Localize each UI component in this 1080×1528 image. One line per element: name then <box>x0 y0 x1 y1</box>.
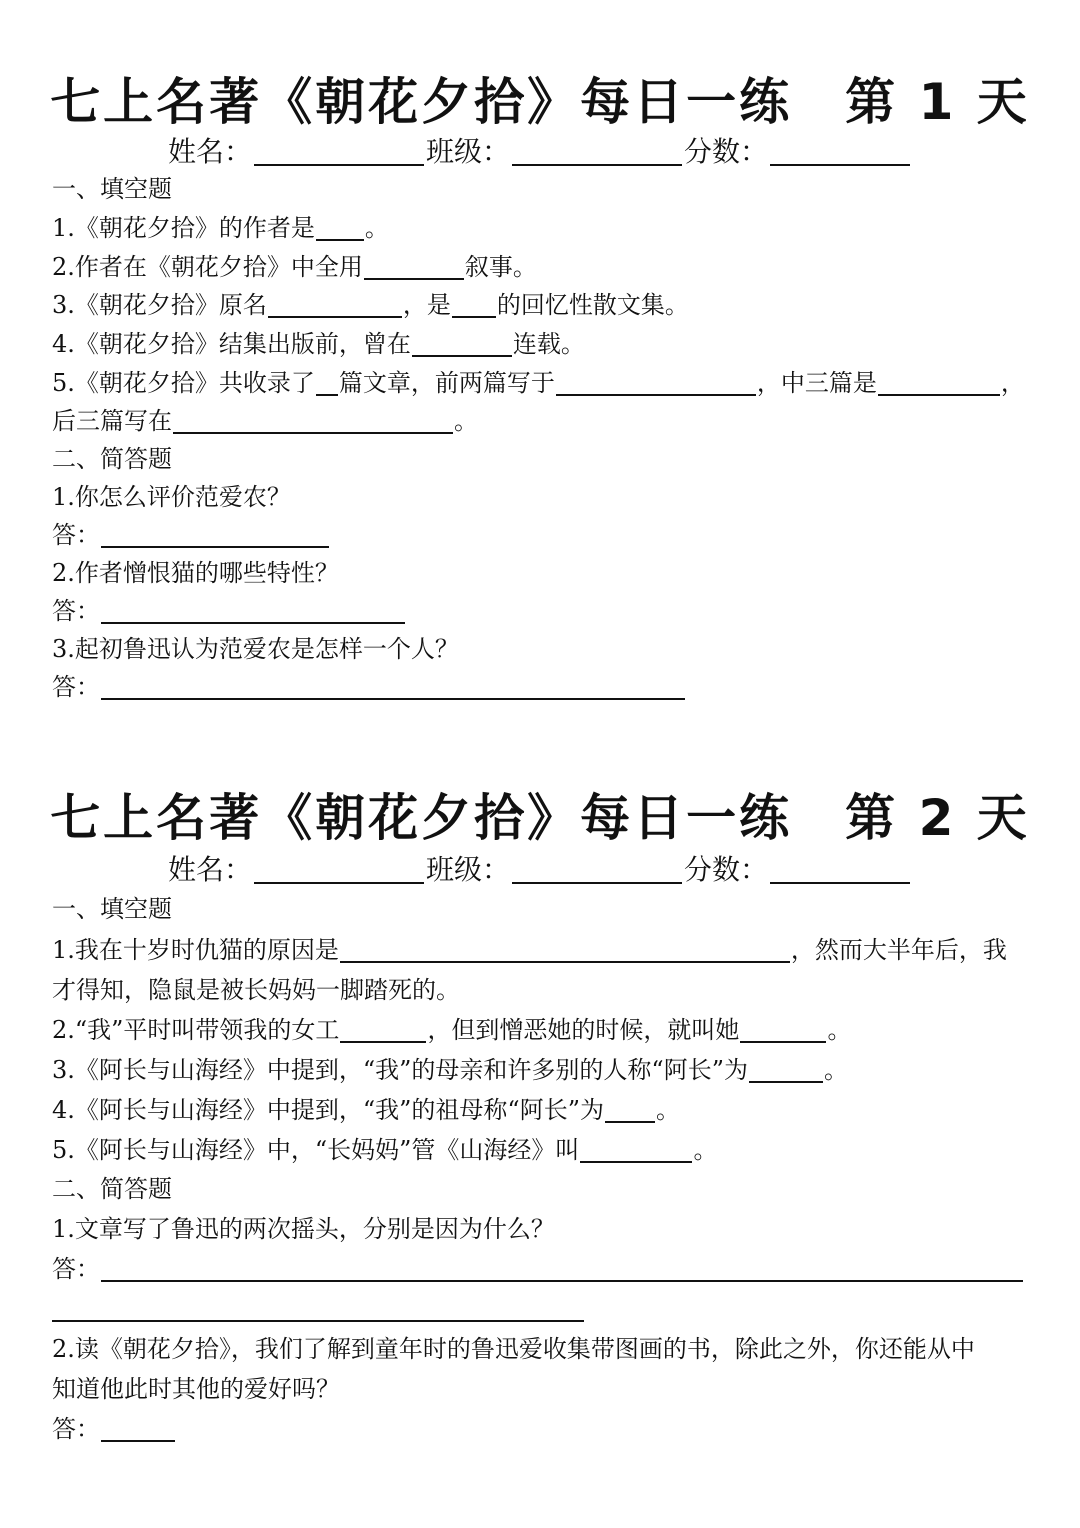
day2-question-4 <box>52 1091 1042 1129</box>
day1-q5-blank-3[interactable] <box>878 368 1000 396</box>
day2-q2-text-end: 。 <box>827 1016 852 1044</box>
day2-answer-2-line[interactable] <box>101 1414 175 1442</box>
day1-q5-blank-1[interactable] <box>316 368 338 396</box>
day1-short-question-3: 3.起初鲁迅认为范爱农是怎样一个人？ <box>52 635 459 663</box>
day1-q5-comma: ， <box>1000 369 1025 397</box>
day2-short-question-2: 2.读《朝花夕拾》，我们了解到童年时的鲁迅爱收集带图画的书，除此之外，你还能从中 <box>52 1335 975 1363</box>
day1-answer-3-label: 答： <box>52 673 100 701</box>
day2-q4-text-end: 。 <box>655 1096 680 1124</box>
day2-q1-blank[interactable] <box>340 935 790 963</box>
day1-answer-2-line[interactable] <box>101 596 405 624</box>
day2-answer-1-line-2[interactable] <box>52 1320 584 1322</box>
day2-name-label: 姓名： <box>168 853 253 886</box>
day1-question-3 <box>52 286 1042 324</box>
day1-question-1 <box>52 209 1042 247</box>
day1-score-label: 分数： <box>684 135 769 168</box>
day1-q5-text-mid: 篇文章，前两篇写于 <box>338 369 555 397</box>
day2-section-fill-in: 一、填空题 <box>52 895 172 923</box>
day2-question-2 <box>52 1011 1042 1049</box>
day2-short-question-2-cont: 知道他此时其他的爱好吗？ <box>52 1375 340 1403</box>
day1-q5-text-mid-2: ，中三篇是 <box>756 369 877 397</box>
day2-q2-text-mid: ，但到憎恶她的时候，就叫她 <box>427 1016 740 1044</box>
day1-q4-blank[interactable] <box>412 329 512 357</box>
day1-name-blank[interactable] <box>254 134 424 166</box>
day1-q3-text: 3.《朝花夕拾》原名 <box>52 291 267 319</box>
day1-class-blank[interactable] <box>512 134 682 166</box>
day2-q2-text: 2.“我”平时叫带领我的女工 <box>52 1016 340 1044</box>
day1-q3-blank-2[interactable] <box>452 290 496 318</box>
day2-q3-text: 3.《阿长与山海经》中提到，“我”的母亲和许多别的人称“阿长”为 <box>52 1056 748 1084</box>
day1-answer-3-line[interactable] <box>101 672 685 700</box>
day2-section-short-answer: 二、简答题 <box>52 1175 172 1203</box>
day2-short-question-1: 1.文章写了鲁迅的两次摇头，分别是因为什么？ <box>52 1215 555 1243</box>
day1-q3-text-mid: ，是 <box>402 291 451 319</box>
day2-q4-blank[interactable] <box>605 1095 655 1123</box>
day1-q4-text: 4.《朝花夕拾》结集出版前，曾在 <box>52 330 411 358</box>
day2-question-3 <box>52 1051 1042 1089</box>
day2-score-label: 分数： <box>684 853 769 886</box>
day2-answer-1 <box>52 1250 1042 1288</box>
day2-q1-text: 1.我在十岁时仇猫的原因是 <box>52 936 339 964</box>
day2-question-1 <box>52 931 1042 969</box>
day2-q1-text-mid: ，然而大半年后，我 <box>790 936 1007 964</box>
day1-q5-blank-4[interactable] <box>173 406 453 434</box>
day1-answer-3 <box>52 668 1042 706</box>
day1-q3-text-end: 的回忆性散文集。 <box>496 291 689 319</box>
day1-q5-text-end: 。 <box>454 407 478 435</box>
day2-name-blank[interactable] <box>254 852 424 884</box>
day1-answer-2 <box>52 592 1042 630</box>
day1-q2-text: 2.作者在《朝花夕拾》中全用 <box>52 253 363 281</box>
day1-short-question-2: 2.作者憎恨猫的哪些特性？ <box>52 559 339 587</box>
day2-q2-blank-1[interactable] <box>340 1015 426 1043</box>
day1-q5-blank-2[interactable] <box>556 368 756 396</box>
day2-q5-blank[interactable] <box>580 1135 692 1163</box>
day1-section-short-answer: 二、简答题 <box>52 445 172 473</box>
day2-student-info <box>168 850 948 890</box>
day1-answer-1-line[interactable] <box>101 520 329 548</box>
day2-q5-text-end: 。 <box>693 1136 718 1164</box>
day2-answer-2 <box>52 1410 1042 1448</box>
day1-q4-text-end: 连载。 <box>512 330 585 358</box>
day2-answer-1-label: 答： <box>52 1255 100 1283</box>
day1-q1-text-end: 。 <box>364 214 389 242</box>
day1-short-question-1: 1.你怎么评价范爱农？ <box>52 483 291 511</box>
day1-student-info <box>168 132 948 172</box>
day1-title: 七上名著《朝花夕拾》每日一练 第 1 天 <box>50 73 1030 131</box>
day1-answer-1 <box>52 516 1042 554</box>
day2-answer-1-line[interactable] <box>101 1254 1023 1282</box>
day1-score-blank[interactable] <box>770 134 910 166</box>
day1-class-label: 班级： <box>426 135 511 168</box>
day2-answer-2-label: 答： <box>52 1415 100 1443</box>
day2-q5-text: 5.《阿长与山海经》中，“长妈妈”管《山海经》叫 <box>52 1136 580 1164</box>
day1-q5-text: 5.《朝花夕拾》共收录了 <box>52 369 315 397</box>
day1-q2-text-end: 叙事。 <box>464 253 537 281</box>
day2-q3-text-end: 。 <box>823 1056 848 1084</box>
day1-q5-text-line2: 后三篇写在 <box>52 407 172 435</box>
day1-q1-text: 1.《朝花夕拾》的作者是 <box>52 214 315 242</box>
day1-question-2 <box>52 248 1042 286</box>
day2-class-label: 班级： <box>426 853 511 886</box>
day1-section-fill-in: 一、填空题 <box>52 175 172 203</box>
day2-question-1-cont: 才得知，隐鼠是被长妈妈一脚踏死的。 <box>52 976 460 1004</box>
day2-q2-blank-2[interactable] <box>740 1015 826 1043</box>
day2-q3-blank[interactable] <box>749 1055 823 1083</box>
day1-q1-blank[interactable] <box>316 213 364 241</box>
day2-q4-text: 4.《阿长与山海经》中提到，“我”的祖母称“阿长”为 <box>52 1096 604 1124</box>
day2-title: 七上名著《朝花夕拾》每日一练 第 2 天 <box>50 789 1030 847</box>
day1-answer-1-label: 答： <box>52 521 100 549</box>
day2-class-blank[interactable] <box>512 852 682 884</box>
day1-q3-blank-1[interactable] <box>268 290 402 318</box>
day1-question-4 <box>52 325 1042 363</box>
day2-score-blank[interactable] <box>770 852 910 884</box>
day1-question-5-cont <box>52 402 1042 440</box>
day1-answer-2-label: 答： <box>52 597 100 625</box>
day1-name-label: 姓名： <box>168 135 253 168</box>
day1-question-5 <box>52 364 1042 402</box>
day1-q2-blank[interactable] <box>364 252 464 280</box>
day2-question-5 <box>52 1131 1042 1169</box>
